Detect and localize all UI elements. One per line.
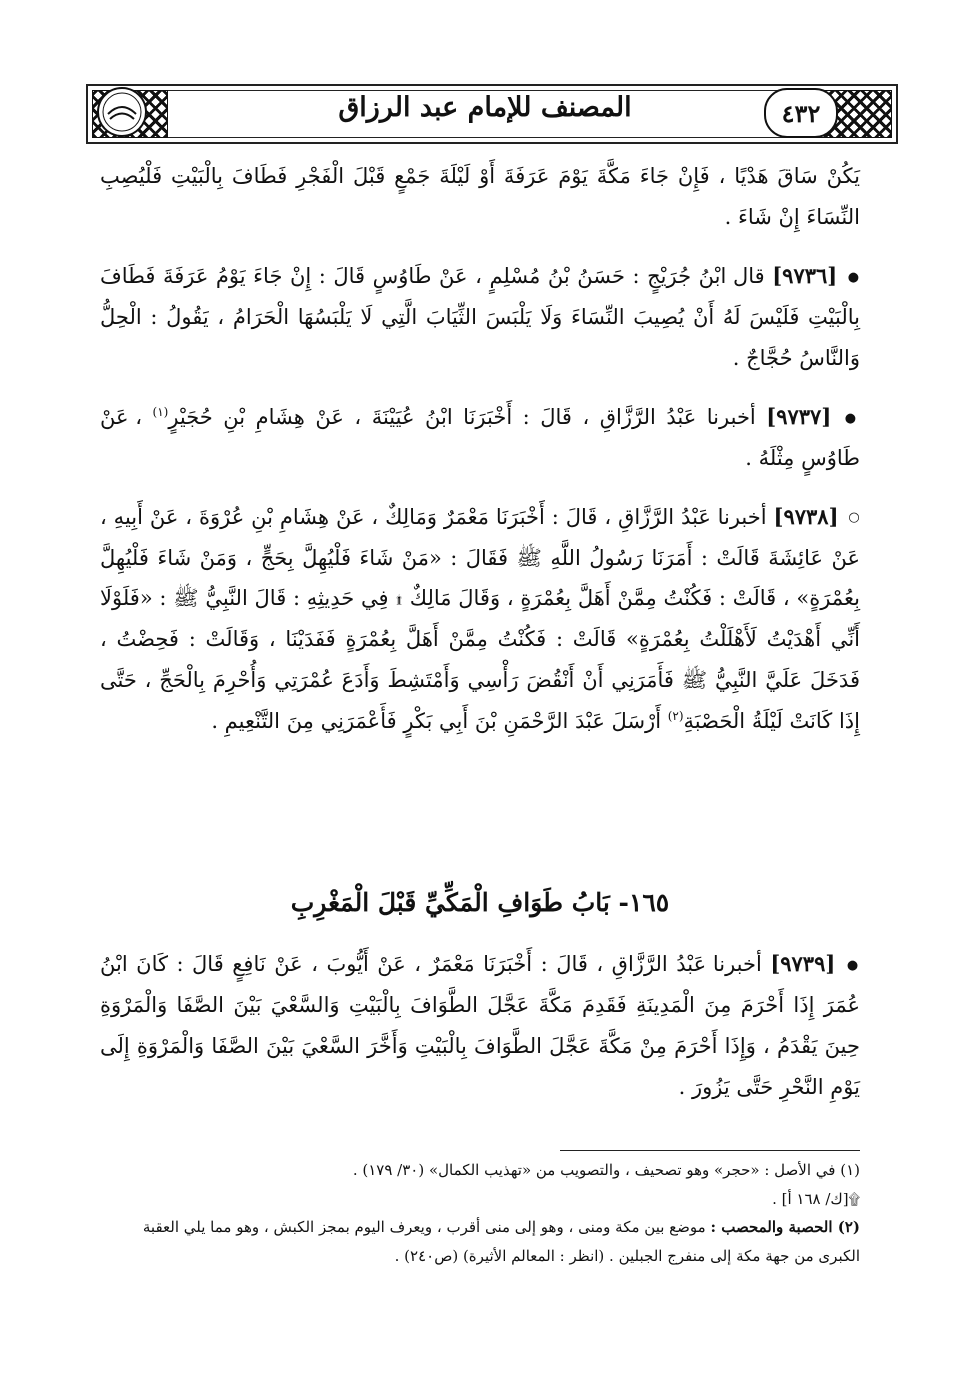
hadith-9738 [100,497,860,743]
book-title: المصنف للإمام عبد الرزاق [338,92,632,123]
footnote-1: (١) في الأصل : «حجر» وهو تصحيف ، والتصويب من «تهذيب الكمال» (٣٠/ ١٧٩) . [352,1161,860,1179]
filled-circle-marker: ● [846,957,860,973]
chapter-title: ١٦٥- بَابُ طَوَافِ الْمَكِّيِّ قَبْلَ الْمَغْرِبِ [290,888,670,917]
footnote-ref-2[interactable]: (٢) [667,709,684,724]
hadith-number: [٩٧٣٩] [770,951,836,976]
footnote-ref-1[interactable]: (١) [152,404,169,419]
hadith-text: أخبرنا عَبْدُ الرَّزَّاقِ ، قَالَ : أَخْبَرَنَا مَعْمَرٌ ، عَنْ أَيُّوبَ ، عَنْ نَافِعٍ قَالَ : كَانَ ابْنُ عُمَرَ إِذَا أَحْرَمَ مِنَ الْمَدِينَةِ فَقَدِمَ مَكَّةَ عَجَّلَ الطَّوَافَ بِالْبَيْتِ وَالسَّعْيَ بَيْنَ الصَّفَا وَالْمَرْوَةِ حِينَ يَقْدَمُ ، وَإِذَا أَحْرَمَ مِنْ مَكَّةَ عَجَّلَ الطَّوَافَ بِالْبَيْتِ وَأَخَّرَ السَّعْيَ بَيْنَ الصَّفَا وَالْمَرْوَةِ إِلَى يَوْمِ النَّحْرِ حَتَّى يَزُورَ . [100,952,860,1099]
hadith-text: قال ابْنُ جُرَيْجٍ : حَسَنُ بْنُ مُسْلِمٍ ، عَنْ طَاوُسٍ قَالَ : إِنْ جَاءَ يَوْمُ عَرَفَةَ فَطَافَ بِالْبَيْتِ فَلَيْسَ لَهُ أَنْ يُصِيبَ النِّسَاءَ وَلَا يَلْبَسَ الثِّيَابَ الَّتِي لَا يَلْبَسُهَا الْحَرَامُ ، يَقُولُ : الْحِلُّ وَالنَّاسُ حُجَّاجٌ . [100,263,860,370]
footnotes [100,1156,860,1270]
hadith-9736 [100,256,860,379]
footnote-divider [560,1150,860,1151]
footnote-2 [100,1213,860,1270]
hadith-number: [٩٧٣٧] [766,403,832,429]
hadith-text-end: أَرْسَلَ عَبْدَ الرَّحْمَنِ بْنَ أَبِي بَكْرٍ فَأَعْمَرَنِي مِنَ التَّنْعِيمِ . [211,709,662,734]
hadith-number: [٩٧٣٦] [772,262,838,288]
footnote-2-text: موضع بين مكة ومنى ، وهو إلى منى أقرب ، ويعرف اليوم بمجز الكبش ، وهو مما يلي العقبة الكبرى من جهة مكة إلى منفرج الجبلين . (انظر : المعالم الأثيرة) (ص٢٤٠) . [142,1218,860,1265]
hadith-9737 [100,397,860,479]
footnote-2-label: (٢) الحصبة والمحصب : [710,1218,860,1236]
hadith-text: أخبرنا عَبْدُ الرَّزَّاقِ ، قَالَ : أَخْبَرَنَا ابْنُ عُيَيْنَةَ ، عَنْ هِشَامِ بْنِ حُجَيْرٍ [168,404,756,429]
paragraph-continuation: يَكُنْ سَاقَ هَدْيًا ، فَإِنْ جَاءَ مَكَّةَ يَوْمَ عَرَفَةَ أَوْ لَيْلَةَ جَمْعٍ قَبْلَ الْفَجْرِ فَطَافَ بِالْبَيْتِ فَلْيُصِبِ النِّسَاءَ إِنْ شَاءَ . [100,164,860,229]
book-emblem-logo [96,86,148,138]
filled-circle-marker: ● [847,269,860,285]
main-text [100,156,860,760]
filled-circle-marker: ● [844,410,860,426]
main-text-2 [100,944,860,1126]
page-number: ٤٣٢ [764,88,838,138]
hollow-circle-marker: ○ [848,510,860,526]
manuscript-note: ۩[ك/ ١٦٨ أ] . [772,1189,860,1208]
hadith-text-end: ، عَنْ طَاوُسٍ مِثْلَهُ . [100,404,860,470]
hadith-number: [٩٧٣٨] [773,503,839,529]
hadith-text: أخبرنا عَبْدُ الرَّزَّاقِ ، قَالَ : أَخْبَرَنَا مَعْمَرٌ وَمَالِكٌ ، عَنْ هِشَامِ بْنِ عُرْوَةَ ، عَنْ أَبِيهِ ، عَنْ عَائِشَةَ قَالَتْ : أَمَرَنَا رَسُولُ اللَّهِ ﷺ فَقَالَ : «مَنْ شَاءَ فَلْيُهِلَّ بِحَجٍّ ، وَمَنْ شَاءَ فَلْيُهِلَّ بِعُمْرَةٍ» ، قَالَتْ : فَكُنْتُ مِمَّنْ أَهَلَّ بِعُمْرَةٍ ، وَقَالَ مَالِكٌ ۩ فِي حَدِيثِهِ : قَالَ النَّبِيُّ ﷺ : «فَلَوْلَا أَنِّي أَهْدَيْتُ لَأَهْلَلْتُ بِعُمْرَةٍ» قَالَتْ : فَكُنْتُ مِمَّنْ أَهَلَّ بِعُمْرَةٍ فَفَدَيْنَا ، وَقَالَتْ : فَحِضْتُ ، فَدَخَلَ عَلَيَّ النَّبِيُّ ﷺ فَأَمَرَنِي أَنْ أَنْقُضَ رَأْسِي وَأَمْتَشِطَ وَأَدَعَ عُمْرَتِي وَأُحْرِمَ بِالْحَجِّ ، حَتَّى إِذَا كَانَتْ لَيْلَةُ الْحَصْبَةِ [100,504,860,734]
hadith-9739 [100,944,860,1108]
